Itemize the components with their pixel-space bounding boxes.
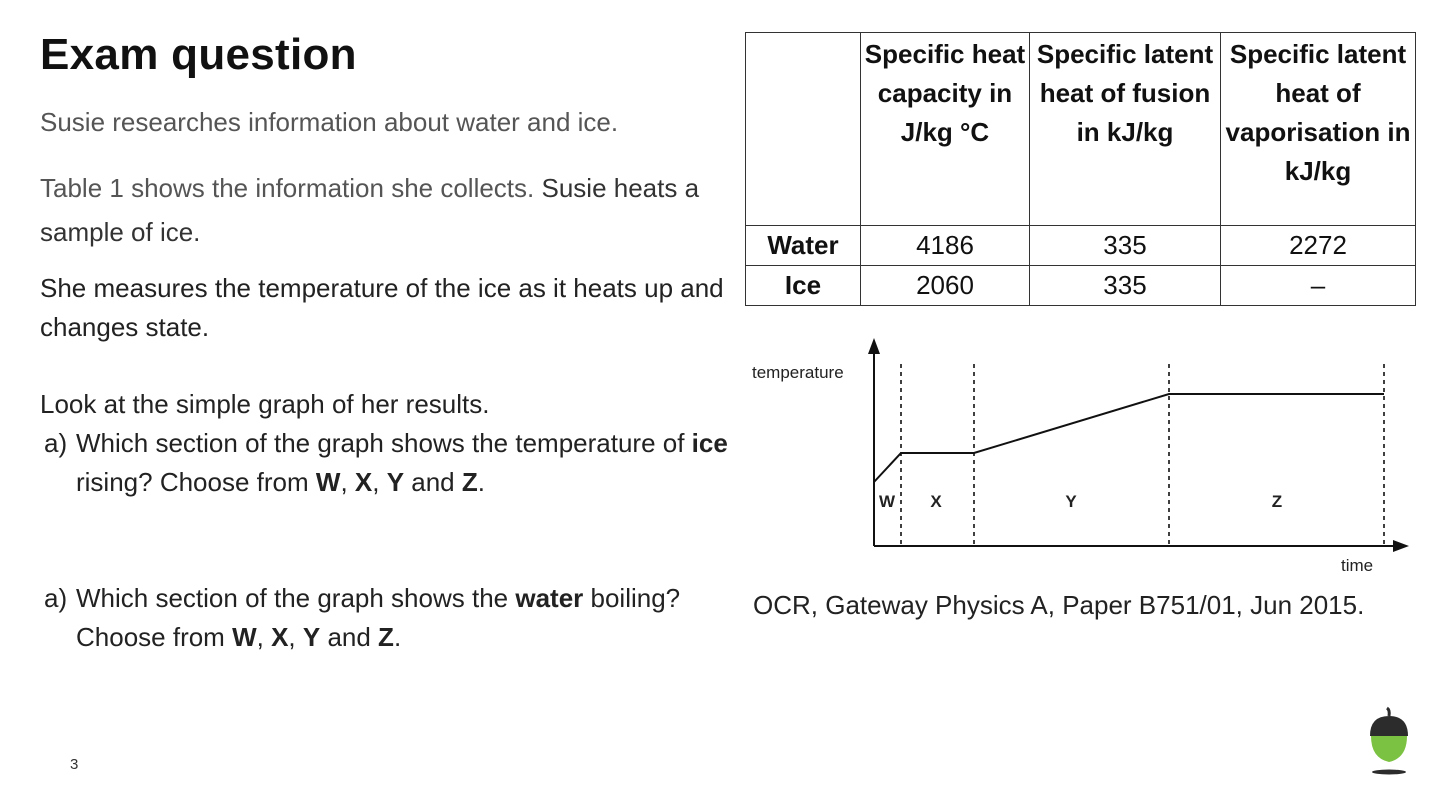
y-axis-arrow — [868, 338, 880, 354]
table-row-label: Water — [746, 226, 861, 266]
section-label-y: Y — [1065, 492, 1077, 511]
section-label-w: W — [878, 492, 896, 511]
table-header-empty — [746, 33, 861, 226]
page-number: 3 — [70, 756, 79, 773]
graph-intro-text: Look at the simple graph of her results. — [40, 389, 490, 419]
table-header-latent-fusion: Specific latent heat of fusion in kJ/kg — [1030, 33, 1221, 226]
table-row-label: Ice — [746, 266, 861, 306]
x-axis-arrow — [1393, 540, 1409, 552]
x-axis-label: time — [1341, 556, 1374, 575]
source-citation: OCR, Gateway Physics A, Paper B751/01, Jun 2015. — [753, 590, 1365, 620]
table-cell: 2272 — [1221, 226, 1416, 266]
table-header-row — [746, 33, 1416, 226]
section-label-x: X — [930, 492, 942, 511]
measurement-text: She measures the temperature of the ice as it heats up and changes state. — [40, 273, 724, 342]
acorn-icon — [1364, 706, 1414, 778]
table-header-latent-vaporisation: Specific latent heat of vaporisation in kJ/kg — [1221, 33, 1416, 226]
section-label-z: Z — [1271, 492, 1283, 511]
table-cell: – — [1221, 266, 1416, 306]
table-description-part-2: Susie heats a sample of ice. — [40, 173, 700, 247]
question-2-label: a) — [44, 583, 68, 613]
table-row — [746, 266, 1416, 306]
table-header-heat-capacity: Specific heat capacity in J/kg °C — [861, 33, 1030, 226]
y-axis-label: temperature — [752, 363, 844, 382]
intro-text: Susie researches information about water and ice. — [40, 107, 619, 137]
heating-curve-line — [874, 394, 1384, 482]
question-1 — [44, 424, 744, 502]
question-2-text: Which section of the graph shows the water boiling?Choose from W, X, Y and Z. — [76, 583, 681, 652]
table-description-part-1: Table 1 shows the information she collects. — [40, 173, 535, 203]
question-1-label: a) — [44, 428, 68, 458]
page-title: Exam question — [40, 30, 357, 79]
question-1-text: Which section of the graph shows the temperature of ice rising? Choose from W, X, Y and Z. — [76, 428, 728, 497]
table-cell: 2060 — [861, 266, 1030, 306]
table-description — [40, 166, 740, 254]
table-cell: 4186 — [861, 226, 1030, 266]
table-cell: 335 — [1030, 226, 1221, 266]
heating-curve-graph — [745, 330, 1425, 580]
question-2 — [44, 579, 744, 657]
data-table — [745, 32, 1416, 306]
table-row — [746, 226, 1416, 266]
table-cell: 335 — [1030, 266, 1221, 306]
